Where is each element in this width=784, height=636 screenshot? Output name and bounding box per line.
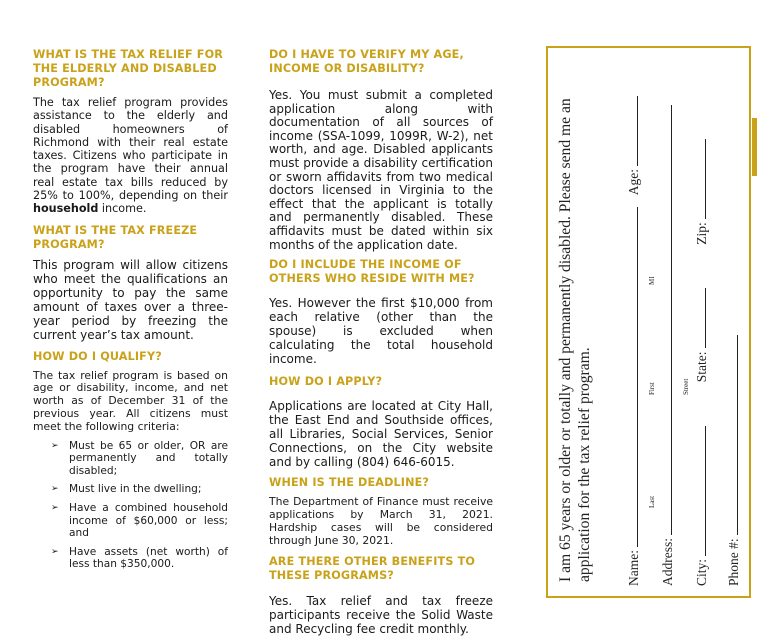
criteria-text: Must live in the dwelling; [69, 483, 202, 496]
phone-label: Phone #: [726, 538, 741, 586]
phone-field[interactable] [736, 335, 738, 535]
city-field[interactable] [704, 426, 706, 556]
tax-relief-text-bold: household [33, 202, 99, 216]
list-item [33, 440, 228, 478]
criteria-text: Have a combined household income of $60,000 or less; and [69, 502, 228, 540]
name-field[interactable] [636, 207, 638, 547]
name-row [626, 96, 642, 586]
heading-others-income: DO I INCLUDE THE INCOME OF OTHERS WHO RESIDE WITH ME? [269, 258, 475, 286]
street-sub-label: Street [682, 378, 690, 395]
application-request-form [546, 46, 751, 598]
heading-apply: HOW DO I APPLY? [269, 375, 383, 389]
address-row [660, 105, 676, 586]
middle-column [269, 0, 493, 636]
heading-tax-relief: WHAT IS THE TAX RELIEF FOR THE ELDERLY AND DISABLED PROGRAM? [33, 48, 223, 89]
criteria-text: Have assets (net worth) of less than $350,000. [69, 545, 228, 571]
arrow-bullet-icon: ➢ [51, 503, 59, 514]
left-column [33, 0, 228, 577]
name-label: Name: [626, 550, 641, 586]
deadline-body: The Department of Finance must receive applications by March 31, 2021. Hardship cases will be considered through June 30, 2021. [269, 495, 493, 547]
address-field[interactable] [670, 105, 672, 535]
criteria-list [33, 440, 228, 571]
arrow-bullet-icon: ➢ [51, 440, 59, 451]
rotated-form-content [548, 48, 753, 600]
heading-qualify: HOW DO I QUALIFY? [33, 349, 162, 363]
list-item [33, 546, 228, 571]
age-field[interactable] [636, 96, 638, 166]
first-sub-label: First [648, 382, 656, 395]
phone-row [726, 335, 742, 586]
age-label: Age: [626, 169, 641, 196]
criteria-text: Must be 65 or older, OR are permanently and totally disabled; [69, 439, 228, 477]
arrow-bullet-icon: ➢ [51, 546, 59, 557]
zip-label: Zip: [694, 222, 709, 245]
heading-tax-freeze: WHAT IS THE TAX FREEZE PROGRAM? [33, 223, 198, 251]
others-income-body: Yes. However the first $10,000 from each relative (other than the spouse) is excluded when calculating the total household income. [269, 296, 493, 367]
zip-field[interactable] [704, 139, 706, 219]
mi-sub-label: MI [648, 276, 656, 285]
tax-relief-text-a: The tax relief program provides assistance to the elderly and disabled homeowners of Richmond with their real estate taxes. Citizens who participate in the program have their annual real estate tax bills reduced by 25% to 100%, depending on their [33, 96, 228, 203]
city-label: City: [694, 558, 709, 586]
city-state-zip-row [694, 139, 710, 586]
arrow-bullet-icon: ➢ [51, 484, 59, 495]
qualify-body: The tax relief program is based on age or disability, income, and net worth as of December 31 of the previous year. All citizens must meet the following criteria: [33, 368, 228, 433]
heading-verify: DO I HAVE TO VERIFY MY AGE, INCOME OR DISABILITY? [269, 48, 464, 75]
tax-relief-text-b: income. [98, 202, 147, 216]
heading-other-benefits: ARE THERE OTHER BENEFITS TO THESE PROGRAMS? [269, 555, 476, 583]
tax-relief-body [33, 96, 228, 216]
apply-body: Applications are located at City Hall, the East End and Southside offices, all Libraries, Social Services, Senior Connections, on the City website and by calling (804) 646-6015. [269, 399, 493, 470]
tax-freeze-body: This program will allow citizens who meet the qualifications an opportunity to pay the same amount of taxes over a three-year period by freezing the current year’s tax amount. [33, 257, 228, 342]
state-field[interactable] [704, 288, 706, 348]
list-item [33, 483, 228, 496]
address-label: Address: [660, 538, 675, 586]
list-item [33, 502, 228, 540]
heading-deadline: WHEN IS THE DEADLINE? [269, 476, 430, 490]
verify-body: Yes. You must submit a completed application along with documentation of all sources of income (SSA-1099, 1099R, W-2), net worth, and age. Disabled applicants must provide a disability certification or sworn affidavits from two medical doctors licensed in Virginia to the effect that the applicant is totally and permanently disabled. These affidavits must be dated within six months of the application date. [269, 88, 493, 252]
form-intro-text: I am 65 years or older or totally and permanently disabled. Please send me an application for the tax relief program. [557, 98, 593, 582]
last-sub-label: Last [648, 495, 656, 508]
state-label: State: [694, 351, 709, 383]
other-benefits-body: Yes. Tax relief and tax freeze participants receive the Solid Waste and Recycling fee credit monthly. [269, 594, 493, 636]
